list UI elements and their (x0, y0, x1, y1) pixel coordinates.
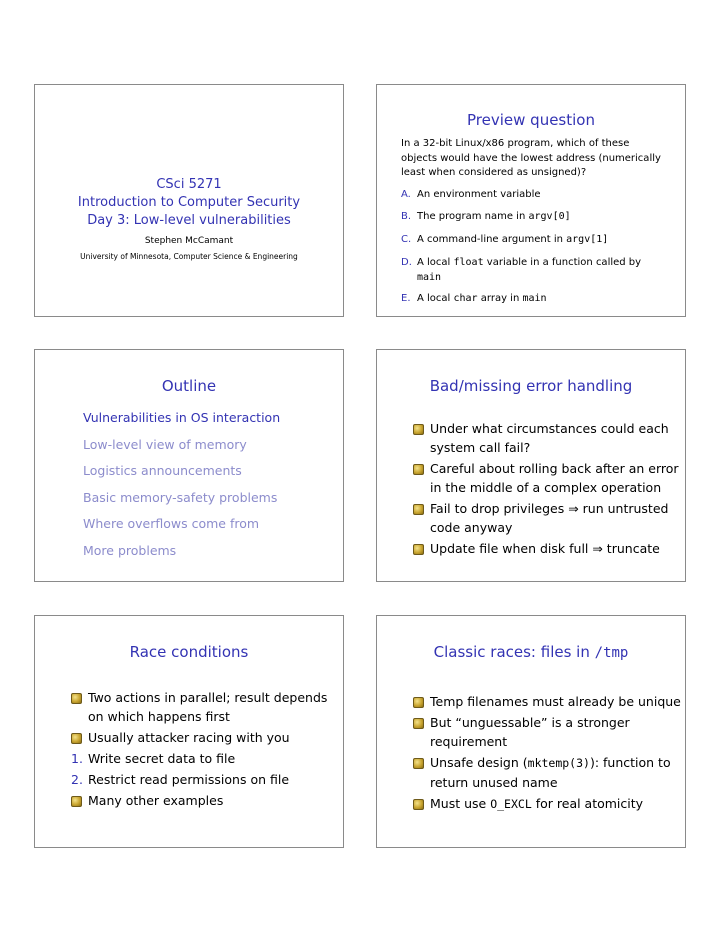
question-text: In a 32-bit Linux/x86 program, which of these objects would have the lowest address (numerically least when considered as unsigned)? (401, 138, 661, 178)
bullet-icon (413, 504, 424, 515)
list-item: Update file when disk full ⇒ truncate (413, 539, 679, 558)
list-item: Must use O_EXCL for real atomicity (413, 794, 681, 814)
list-item: Usually attacker racing with you (71, 728, 327, 747)
list-item: Many other examples (71, 791, 327, 810)
outline-item: Logistics announcements (83, 463, 242, 478)
list-item: Under what circumstances could each (413, 419, 679, 438)
slide-preview-question (376, 84, 686, 317)
bullet-list: Under what circumstances could each system call fail? Careful about rolling back after an error in the middle of a complex operation Fail to drop privileges ⇒ run untrusted code anyway Update file when disk full ⇒ truncate (413, 419, 679, 558)
slide-race-conditions (34, 615, 344, 848)
list-item: Fail to drop privileges ⇒ run untrusted (413, 499, 679, 518)
slide-heading: Preview question (467, 111, 595, 129)
bullet-list: Two actions in parallel; result depends on which happens first Usually attacker racing with you 1. Write secret data to file 2. Restrict read permissions on file Many other examples (71, 690, 328, 808)
bullet-icon (71, 693, 82, 704)
author: Stephen McCamant (144, 236, 234, 246)
option-b: B. The program name in argv[0] (401, 211, 571, 222)
option-e: E. A local char array in main (401, 293, 547, 304)
option-a: A. An environment variable (401, 189, 541, 200)
outline-item: More problems (83, 543, 177, 558)
option-c: C. A command-line argument in argv[1] (401, 234, 609, 245)
list-item: Temp filenames must already be unique (413, 692, 681, 711)
lecture-title: Day 3: Low-level vulnerabilities (87, 213, 291, 228)
slide-title (34, 84, 344, 317)
bullet-icon (413, 718, 424, 729)
outline-item: Low-level view of memory (83, 437, 247, 452)
outline-item: Where overflows come from (83, 516, 260, 531)
slide-error-handling (376, 349, 686, 582)
bullet-icon (413, 799, 424, 810)
outline-item: Basic memory-safety problems (83, 490, 278, 505)
affiliation: University of Minnesota, Computer Science & Engineering (80, 252, 298, 261)
outline-item-current: Vulnerabilities in OS interaction (83, 410, 281, 425)
bullet-icon (413, 464, 424, 475)
numbered-item: 2. Restrict read permissions on file (71, 772, 290, 787)
course-number: CSci 5271 (156, 177, 222, 192)
bullet-icon (71, 733, 82, 744)
bullet-icon (413, 544, 424, 555)
option-d: D. A local float variable in a function called by main (401, 257, 642, 283)
course-title: Introduction to Computer Security (77, 195, 301, 210)
bullet-icon (413, 697, 424, 708)
list-item: But “unguessable” is a stronger (413, 713, 681, 732)
bullet-icon (71, 796, 82, 807)
slide-outline (34, 349, 344, 582)
slide-heading: Classic races: files in /tmp (433, 643, 629, 661)
list-item: Two actions in parallel; result depends (71, 688, 327, 707)
bullet-icon (413, 424, 424, 435)
bullet-list: Temp filenames must already be unique But “unguessable” is a stronger requirement Unsafe design (mktemp(3)): function to return unused name Must use O_EXCL for real atomicity (413, 692, 681, 814)
slide-heading: Bad/missing error handling (429, 377, 633, 395)
list-item: Unsafe design (mktemp(3)): function to (413, 753, 681, 773)
bullet-icon (413, 758, 424, 769)
slide-classic-races (376, 615, 686, 848)
list-item: Careful about rolling back after an error (413, 459, 679, 478)
slide-heading: Outline (161, 377, 217, 395)
numbered-item: 1. Write secret data to file (71, 751, 236, 766)
slide-heading: Race conditions (129, 643, 249, 661)
